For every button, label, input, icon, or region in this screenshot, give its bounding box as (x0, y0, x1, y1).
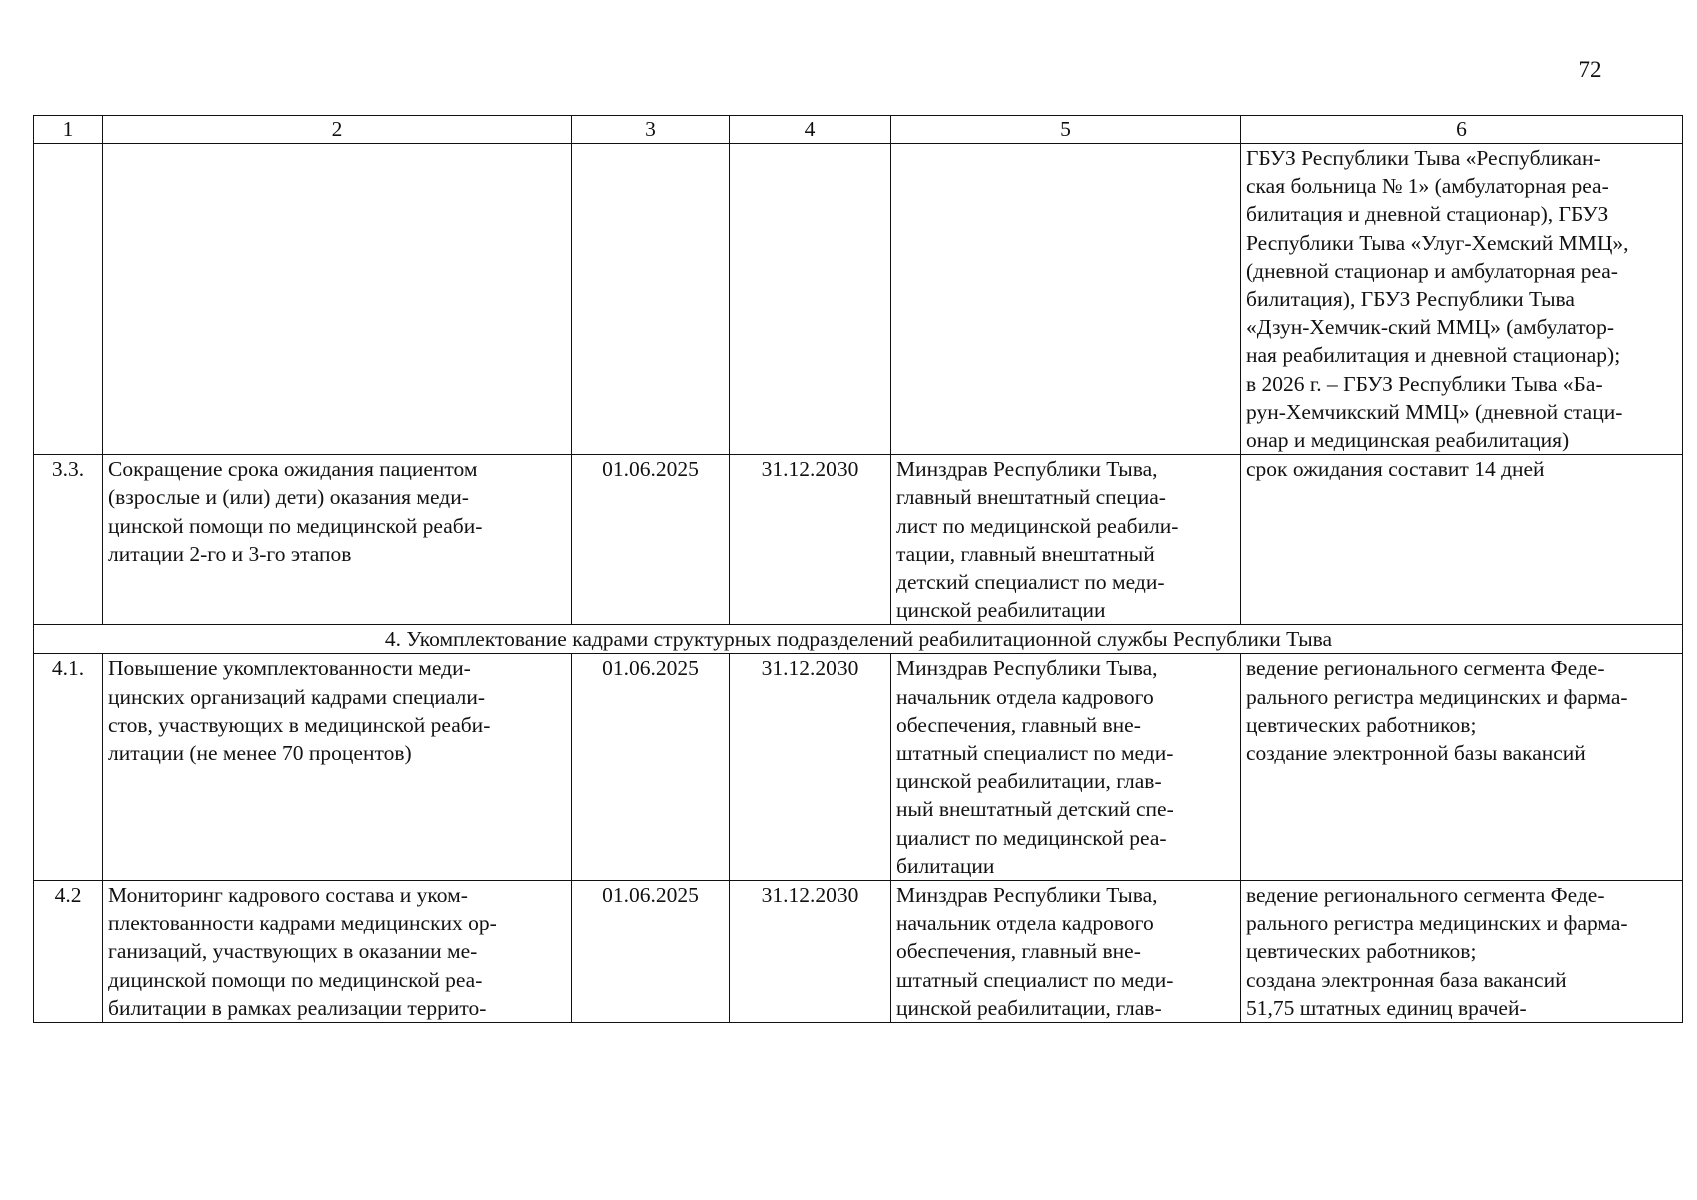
text-line: цинской реабилитации (896, 598, 1106, 623)
result-cell (1241, 654, 1683, 881)
text-line: стов, участвующих в медицинской реаби- (108, 712, 491, 737)
text-line: ганизаций, участвующих в оказании ме- (108, 939, 478, 964)
text-line: 51,75 штатных единиц врачей- (1246, 995, 1527, 1020)
row-number: 4.2 (34, 881, 103, 1023)
text-line: ная реабилитация и дневной стационар); (1246, 343, 1621, 368)
text-line: ская больница № 1» (амбулаторная реа- (1246, 174, 1609, 199)
text-line: рун-Хемчикский ММЦ» (дневной стаци- (1246, 399, 1623, 424)
page-number: 72 (1578, 57, 1602, 82)
text-line: в 2026 г. – ГБУЗ Республики Тыва «Ба- (1246, 371, 1603, 396)
start-date: 01.06.2025 (572, 654, 730, 881)
table-cell (34, 144, 103, 455)
text-line: рального регистра медицинских и фарма- (1246, 911, 1628, 936)
text-line: лист по медицинской реабили- (896, 513, 1179, 538)
header-cell: 1 (34, 116, 103, 144)
row-number: 4.1. (34, 654, 103, 881)
measure-description (103, 455, 572, 625)
header-cell: 2 (103, 116, 572, 144)
text-line: тации, главный внештатный (896, 541, 1155, 566)
responsible-cell (891, 455, 1241, 625)
text-line: билитации в рамках реализации террито- (108, 995, 487, 1020)
text-line: рального регистра медицинских и фарма- (1246, 684, 1628, 709)
text-line: создание электронной базы вакансий (1246, 741, 1586, 766)
text-line: цинских организаций кадрами специали- (108, 684, 486, 709)
result-cell (1241, 881, 1683, 1023)
text-line: Мониторинг кадрового состава и уком- (108, 883, 468, 908)
text-line: Повышение укомплектованности меди- (108, 656, 471, 681)
text-line: плектованности кадрами медицинских ор- (108, 911, 497, 936)
text-line: ный внештатный детский спе- (896, 797, 1174, 822)
text-line: литации (не менее 70 процентов) (108, 741, 412, 766)
section-heading: 4. Укомплектование кадрами структурных подразделений реабилитационной службы Республики Тыва (34, 625, 1683, 654)
row-number: 3.3. (34, 455, 103, 625)
text-line: (взрослые и (или) дети) оказания меди- (108, 485, 469, 510)
text-line: ведение регионального сегмента Феде- (1246, 883, 1605, 908)
text-line: главный внештатный специа- (896, 485, 1166, 510)
text-line: ведение регионального сегмента Феде- (1246, 656, 1605, 681)
header-cell: 5 (891, 116, 1241, 144)
text-line: дицинской помощи по медицинской реа- (108, 967, 483, 992)
table-cell (891, 144, 1241, 455)
measures-table (33, 115, 1683, 1023)
text-line: начальник отдела кадрового (896, 911, 1154, 936)
start-date: 01.06.2025 (572, 881, 730, 1023)
text-line: цевтических работников; (1246, 939, 1477, 964)
text-line: Минздрав Республики Тыва, (896, 656, 1158, 681)
text-line: срок ожидания составит 14 дней (1246, 457, 1545, 482)
table-row (34, 881, 1683, 1023)
text-line: циалист по медицинской реа- (896, 825, 1167, 850)
text-line: билитации (896, 853, 995, 878)
text-line: цинской реабилитации, глав- (896, 769, 1162, 794)
table-row (34, 455, 1683, 625)
measure-description (103, 654, 572, 881)
text-line: литации 2-го и 3-го этапов (108, 541, 352, 566)
text-line: онар и медицинская реабилитация) (1246, 428, 1570, 453)
text-line: штатный специалист по меди- (896, 741, 1174, 766)
result-cell (1241, 144, 1683, 455)
table-cell (103, 144, 572, 455)
end-date: 31.12.2030 (730, 881, 891, 1023)
text-line: ГБУЗ Республики Тыва «Республикан- (1246, 146, 1601, 170)
table-cell (572, 144, 730, 455)
end-date: 31.12.2030 (730, 654, 891, 881)
table-row (34, 654, 1683, 881)
header-cell: 4 (730, 116, 891, 144)
table-row (34, 144, 1683, 455)
text-line: цинской реабилитации, глав- (896, 995, 1162, 1020)
text-line: Минздрав Республики Тыва, (896, 883, 1158, 908)
text-line: начальник отдела кадрового (896, 684, 1154, 709)
text-line: билитация), ГБУЗ Республики Тыва (1246, 287, 1575, 312)
section-row (34, 625, 1683, 654)
responsible-cell (891, 654, 1241, 881)
text-line: цинской помощи по медицинской реаби- (108, 513, 483, 538)
responsible-cell (891, 881, 1241, 1023)
text-line: обеспечения, главный вне- (896, 939, 1141, 964)
text-line: обеспечения, главный вне- (896, 712, 1141, 737)
text-line: билитация и дневной стационар), ГБУЗ (1246, 202, 1609, 227)
end-date: 31.12.2030 (730, 455, 891, 625)
start-date: 01.06.2025 (572, 455, 730, 625)
text-line: цевтических работников; (1246, 712, 1477, 737)
text-line: (дневной стационар и амбулаторная реа- (1246, 258, 1618, 283)
header-cell: 3 (572, 116, 730, 144)
table-header-row (34, 116, 1683, 144)
text-line: «Дзун-Хемчик-ский ММЦ» (амбулатор- (1246, 315, 1614, 340)
text-line: штатный специалист по меди- (896, 967, 1174, 992)
text-line: Республики Тыва «Улуг-Хемский ММЦ», (1246, 230, 1629, 255)
text-line: Сокращение срока ожидания пациентом (108, 457, 478, 482)
text-line: детский специалист по меди- (896, 570, 1165, 595)
text-line: создана электронная база вакансий (1246, 967, 1567, 992)
text-line: Минздрав Республики Тыва, (896, 457, 1158, 482)
measure-description (103, 881, 572, 1023)
table-cell (730, 144, 891, 455)
header-cell: 6 (1241, 116, 1683, 144)
result-cell (1241, 455, 1683, 625)
